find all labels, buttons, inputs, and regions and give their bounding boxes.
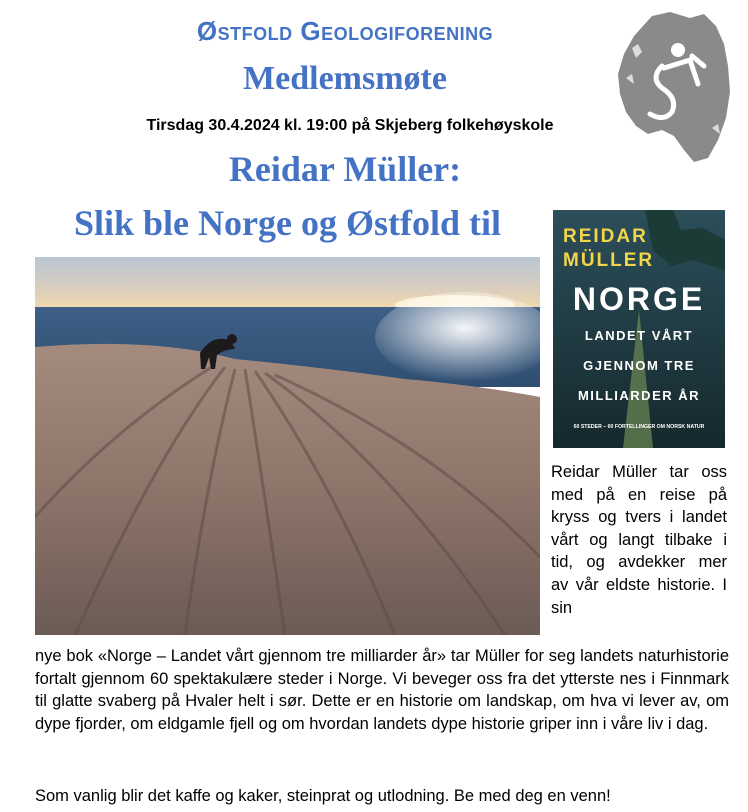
footer-note: Som vanlig blir det kaffe og kaker, steinprat og utlodning. Be med deg en venn!: [35, 787, 611, 805]
description-intro: Reidar Müller tar oss med på en reise på kryss og tvers i landet vårt og langt tilbake i tid, og avdekker mer av vår eldste historie. I sin: [551, 463, 727, 617]
organization-name: Østfold Geologiforening: [196, 16, 494, 46]
event-type: Medlemsmøte: [243, 60, 447, 97]
book-tagline: 60 STEDER – 60 FORTELLINGER OM NORSK NATUR: [573, 424, 705, 430]
coastal-rock-photo: [35, 257, 540, 635]
book-cover: [553, 210, 725, 448]
speaker-name: Reidar Müller:: [228, 149, 462, 189]
geology-club-logo: [612, 8, 734, 164]
book-subtitle-3: MILLIARDER ÅR: [577, 388, 701, 403]
book-subtitle-2: GJENNOM TRE: [583, 358, 695, 373]
county-silhouette: [618, 12, 730, 162]
book-author-2: MÜLLER: [563, 250, 655, 271]
event-date-line: Tirsdag 30.4.2024 kl. 19:00 på Skjeberg folkehøyskole: [146, 117, 554, 134]
book-subtitle-1: LANDET VÅRT: [584, 328, 694, 343]
talk-title: Slik ble Norge og Østfold til: [73, 203, 501, 243]
book-author-1: REIDAR: [563, 226, 648, 247]
book-title: NORGE: [572, 281, 706, 317]
description-body: nye bok «Norge – Landet vårt gjennom tre milliarder år» tar Müller for seg landets naturhistorie fortalt gjennom 60 spektakulære steder i Norge. Vi beveger oss fra det ytterste nes i Finnmark til glatte svaberg på Hvaler helt i sør. Dette er en historie om landskap, om hva vi lever av, om dype fjorder, om eldgamle fjell og om hvordan landets dype historie griper inn i våre liv i dag.: [35, 647, 729, 733]
